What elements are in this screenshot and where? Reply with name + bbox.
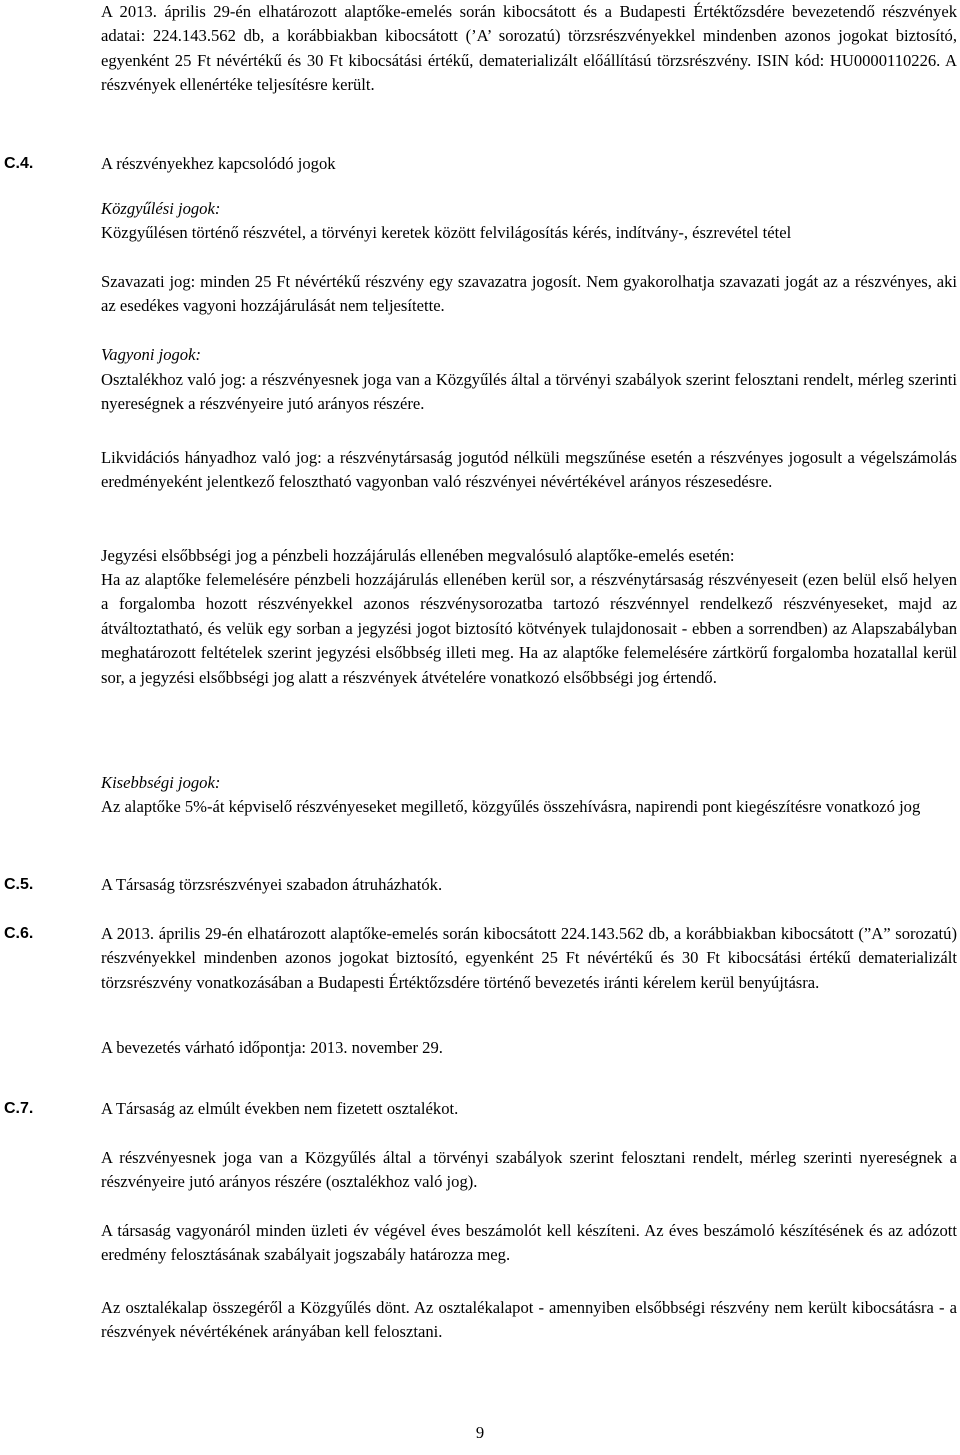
minority-rights-paragraph: Az alaptőke 5%-át képviselő részvényeseket megillető, közgyűlés összehívásra, napirendi pont kiegészítésre vonatkozó jog xyxy=(101,797,921,816)
section-number-c4: C.4. xyxy=(4,155,34,172)
subscription-right-heading: Jegyzési elsőbbségi jog a pénzbeli hozzájárulás ellenében megvalósuló alaptőke-emelés esetén: xyxy=(101,546,735,565)
dividend-right-paragraph: Osztalékhoz való jog: a részvényesnek joga van a Közgyűlés által a törvényi szabályok szerint felosztani rendelt, mérleg szerinti nyereségnek a részvényeire jutó arányos részére. xyxy=(101,370,957,414)
subscription-right-paragraph: Ha az alaptőke felemelésére pénzbeli hozzájárulás ellenében kerül sor, a részvénytársaság részvényeseit (ezen belül első helyen a forgalomba hozott részvényekkel azonos részvénysorozatba tartozó részvénnyel rendelkező részvényeseket, majd az átváltoztatható, és velük egy sorban a jegyzési jogot biztosító kötvények tulajdonosait - ebben a sorrendben) az Alapszabályban meghatározott feltételek szerint jegyzési elsőbbség illeti meg. Ha az alaptőke felemelésére zártkörű forgalomba hozatallal kerül sor, a jegyzési elsőbbségi jog alatt a részvények átvételére vonatkozó elsőbbségi jog értendő. xyxy=(101,570,957,687)
section-number-c6: C.6. xyxy=(4,925,34,942)
intro-paragraph: A 2013. április 29-én elhatározott alaptőke-emelés során kibocsátott és a Budapesti Értéktőzsdére bevezetendő részvények adatai: 224.143.562 db, a korábbiakban kibocsátott (’A’ sorozatú) törzsrészvényekkel mindenben azonos jogokat biztosító, egyenként 25 Ft névértékű és 30 Ft kibocsátási értékű, dematerializált előállítású törzsrészvény. ISIN kód: HU0000110226. A részvények ellenértéke teljesítésre került. xyxy=(101,2,957,95)
minority-rights-title: Kisebbségi jogok: xyxy=(101,773,221,792)
section-text-c7-1: A Társaság az elmúlt években nem fizetett osztalékot. xyxy=(101,1099,459,1118)
section-text-c7-3: A társaság vagyonáról minden üzleti év végével éves beszámolót kell készíteni. Az éves beszámoló készítésének és az adózott eredmény felosztásának szabályait jogszabály határozza meg. xyxy=(101,1221,957,1265)
assembly-rights-paragraph-1: Közgyűlésen történő részvétel, a törvényi keretek között felvilágosítás kérés, indítvány-, észrevétel tétel xyxy=(101,223,792,242)
property-rights-title: Vagyoni jogok: xyxy=(101,345,201,364)
section-heading-c4: A részvényekhez kapcsolódó jogok xyxy=(101,154,336,173)
assembly-rights-title: Közgyűlési jogok: xyxy=(101,199,221,218)
listing-date-text: A bevezetés várható időpontja: 2013. november 29. xyxy=(101,1038,443,1057)
liquidation-right-paragraph: Likvidációs hányadhoz való jog: a részvénytársaság jogutód nélküli megszűnése esetén a részvényes jogosult a végelszámolás eredményeként jelentkező felosztható vagyonban való részvényei névértékével arányos részesedésre. xyxy=(101,448,957,492)
section-text-c5: A Társaság törzsrészvényei szabadon átruházhatók. xyxy=(101,875,443,894)
assembly-rights-paragraph-2: Szavazati jog: minden 25 Ft névértékű részvény egy szavazatra jogosít. Nem gyakorolhatja szavazati jogát az a részvényes, aki az esedékes vagyoni hozzájárulását nem teljesítette. xyxy=(101,272,957,316)
page-number: 9 xyxy=(475,1423,485,1442)
section-text-c7-2: A részvényesnek joga van a Közgyűlés által a törvényi szabályok szerint felosztani rendelt, mérleg szerinti nyereségnek a részvényeire jutó arányos részére (osztalékhoz való jog). xyxy=(101,1148,957,1192)
section-text-c6: A 2013. április 29-én elhatározott alaptőke-emelés során kibocsátott 224.143.562 db, a korábbiakban kibocsátott (”A” sorozatú) részvényekkel mindenben azonos jogokat biztosító, egyenként 25 Ft névértékű és 30 Ft kibocsátási értékű dematerializált törzsrészvény vonatkozásában a Budapesti Értéktőzsdére történő bevezetés iránti kérelem kerül benyújtásra. xyxy=(101,924,957,992)
section-number-c7: C.7. xyxy=(4,1100,34,1117)
section-number-c5: C.5. xyxy=(4,876,34,893)
section-text-c7-4: Az osztalékalap összegéről a Közgyűlés dönt. Az osztalékalapot - amennyiben elsőbbségi részvény nem került kibocsátásra - a részvények névértékének arányában kell felosztani. xyxy=(101,1298,957,1342)
